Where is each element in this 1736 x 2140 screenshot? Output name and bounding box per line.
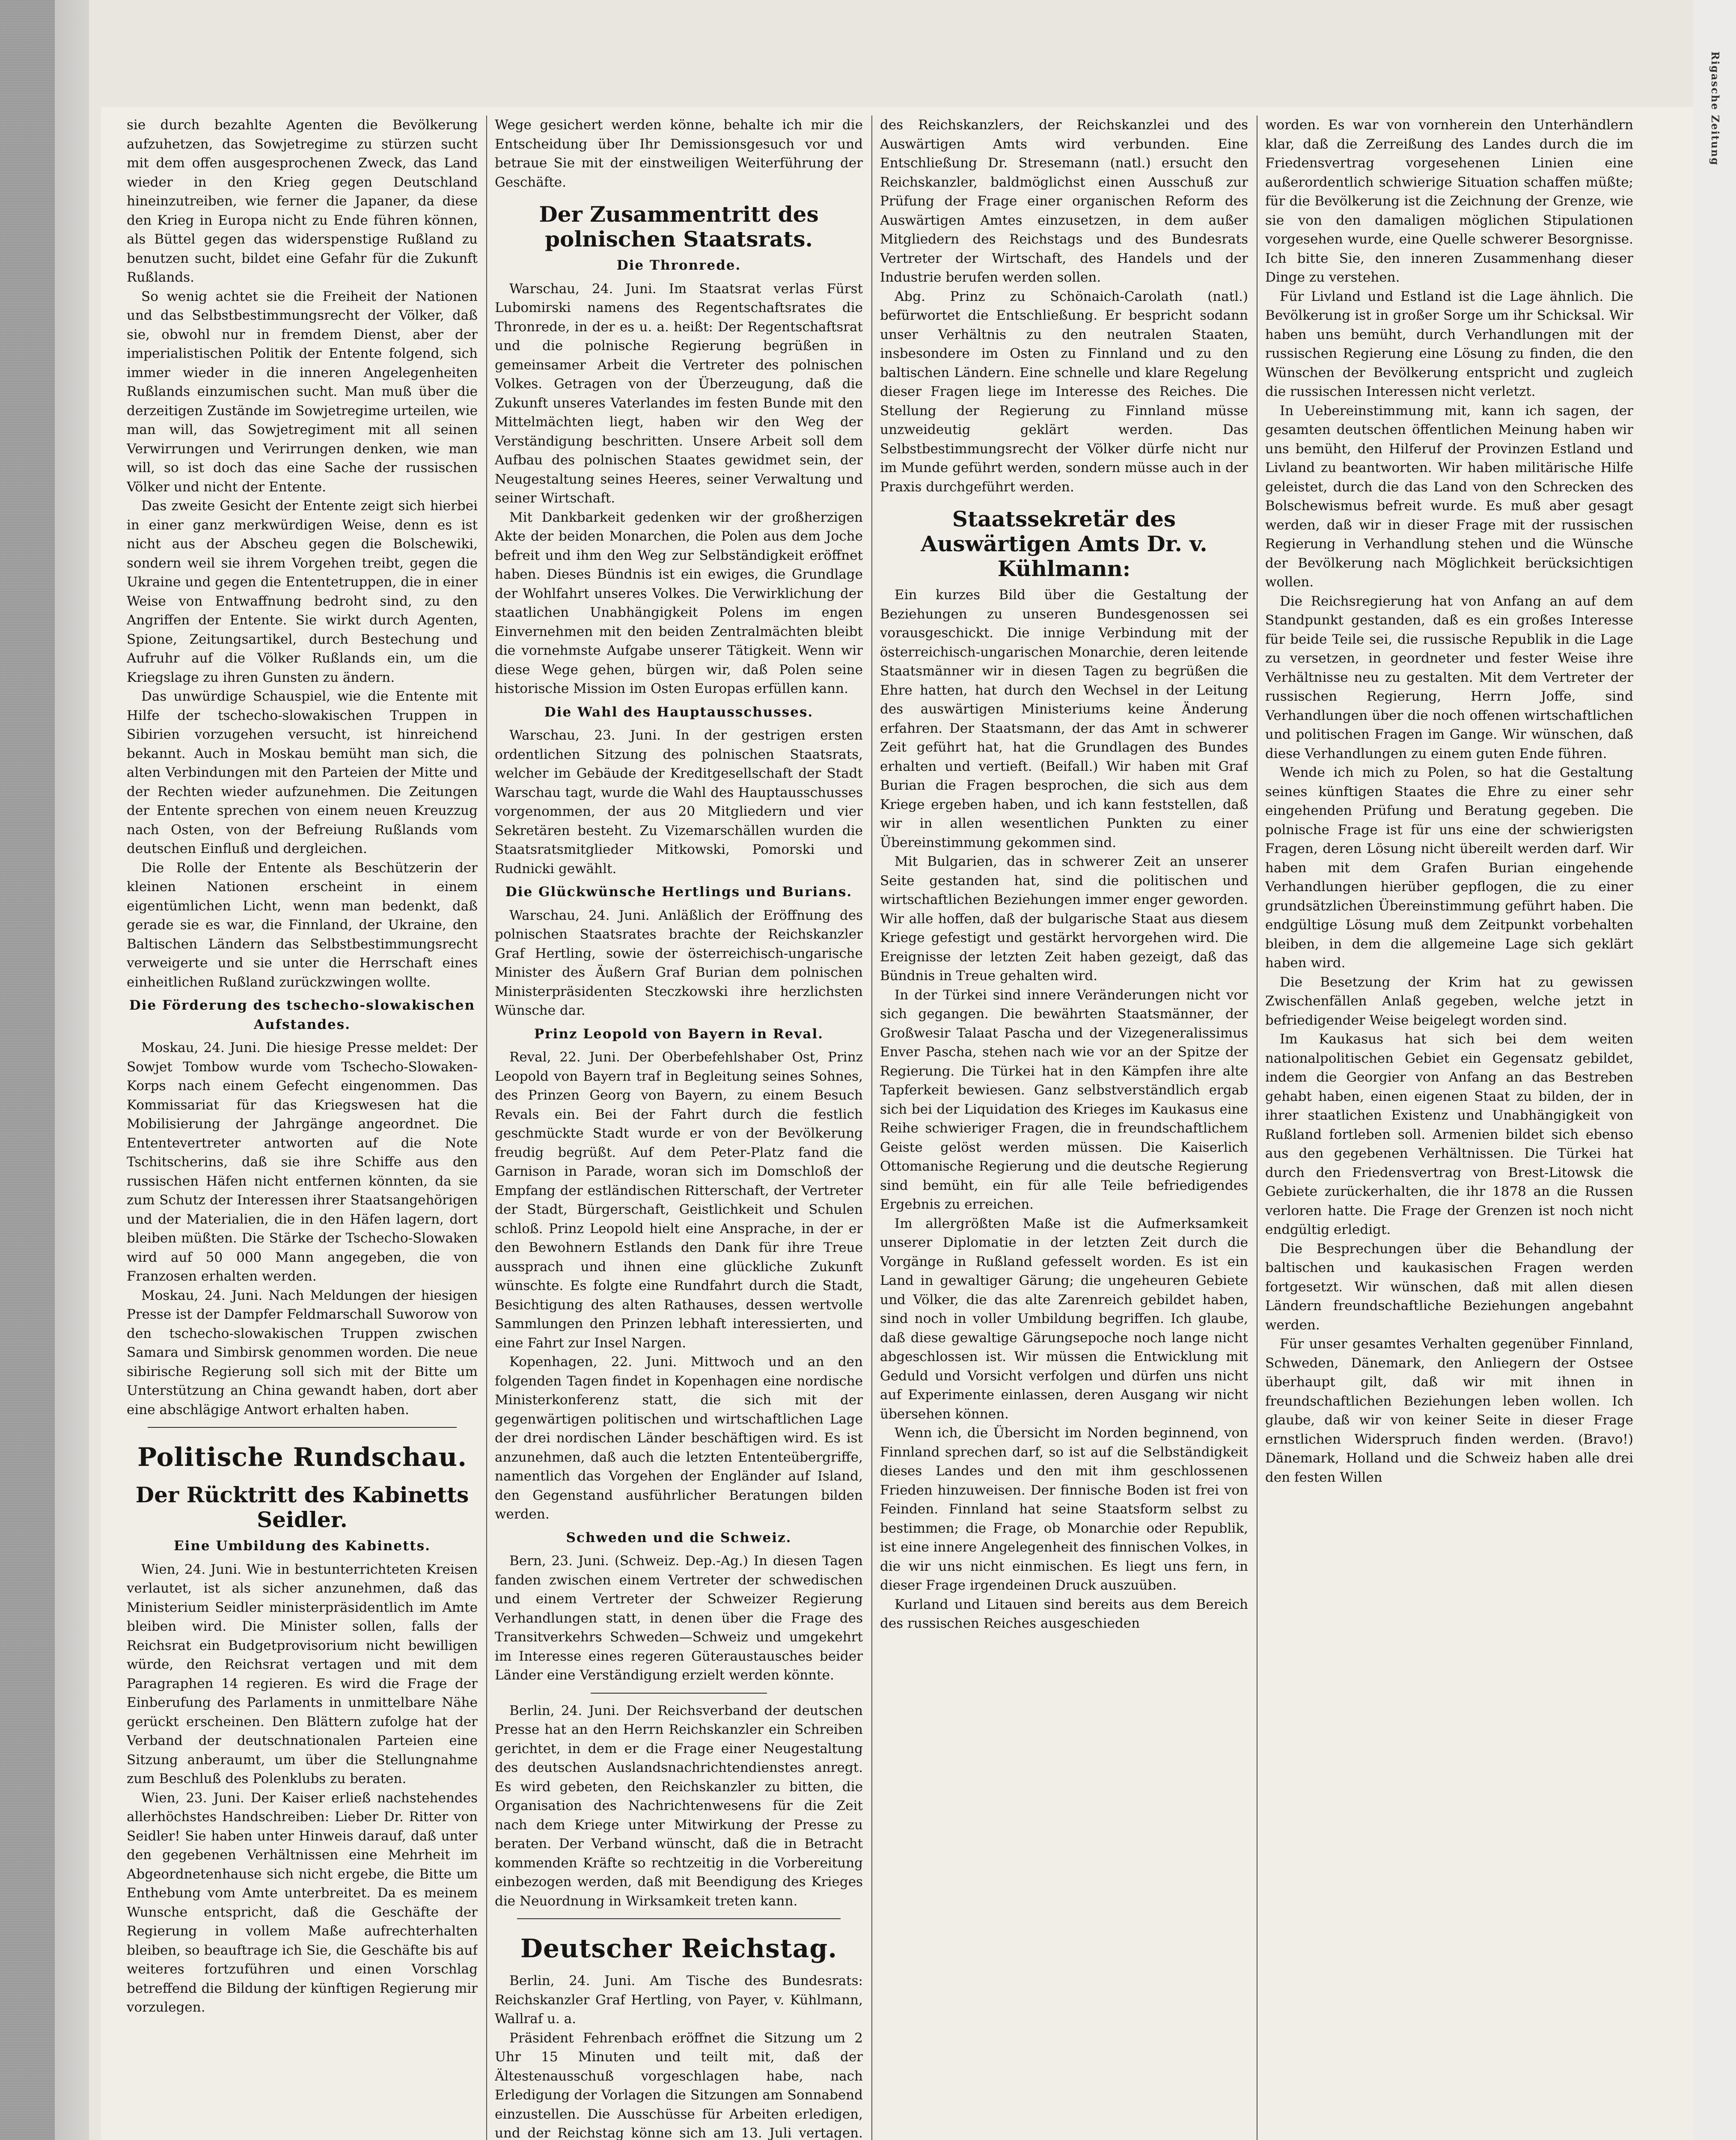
paragraph: Wien, 23. Juni. Der Kaiser erließ nachstehendes allerhöchstes Handschreiben: Lieber Dr. Ritter von Seidler! Sie haben unter Hinweis darauf, daß unter den gegebenen Verhältnissen eine Mehrheit im Abgeordnetenhause sich nicht ergebe, die Bitte um Enthebung vom Amte unterbreitet. Da es meinem Wunsche entspricht, daß die Geschäfte der Regierung in vollem Maße aufrechterhalten bleiben, so beauftrage ich Sie, die Geschäfte bis auf weiteres fortzuführen und einen Vorschlag betreffend die Bildung der künftigen Regierung mir vorzulegen.	[127, 1790, 478, 2015]
article-subheading: Die Wahl des Hauptausschusses.	[544, 704, 814, 720]
paragraph: Warschau, 23. Juni. In der gestrigen ersten ordentlichen Sitzung des polnischen Staatsrats, welcher im Gebäude der Kreditgesellschaft der Stadt Warschau tagt, wurde die Wahl des Hauptausschusses vorgenommen, der aus 20 Mitgliedern und vier Sekretären besteht. Zu Vizemarschällen wurden die Staatsratsmitglieder Mitkowski, Pomorski und Rudnicki gewählt.	[495, 728, 863, 877]
paragraph: In Uebereinstimmung mit, kann ich sagen, der gesamten deutschen öffentlichen Meinung haben wir uns bemüht, den Hilferuf der Provinzen Estland und Livland zu beantworten. Wir haben militärische Hilfe geleistet, durch die das Land von den Schrecken des Bolschewismus befreit wurde. Es muß aber gesagt werden, daß wir in dieser Frage mit der russischen Regierung in Verhandlung stehen und die Wünsche der Bevölkerung nach Möglichkeit berücksichtigen wollen.	[1265, 403, 1633, 590]
paragraph: Mit Dankbarkeit gedenken wir der großherzigen Akte der beiden Monarchen, die Polen aus dem Joche befreit und ihm den Weg zur Selbständigkeit eröffnet haben. Dieses Bündnis ist ein ewiges, die Grundlage der Wohlfahrt unseres Volkes. Die Verwirklichung der staatlichen Unabhängigkeit Polens im engen Einvernehmen mit den beiden Zentralmächten bleibt die vornehmste Aufgabe unserer Tätigkeit. Wenn wir diese Wege gehen, bürgen wir, daß Polen seine historische Mission im Osten Europas erfüllen kann.	[495, 509, 863, 696]
paragraph: sie durch bezahlte Agenten die Bevölkerung aufzuhetzen, das Sowjetregime zu stürzen sucht mit dem offen ausgesprochenen Zweck, das Land wieder in den Krieg gegen Deutschland hineinzutreiben, wie ferner die Japaner, da diese den Krieg in Europa nicht zu Ende führen können, als Büttel gegen das widerspenstige Rußland zu benutzen sucht, bildet eine Gefahr für die Zukunft Rußlands.	[127, 117, 478, 285]
newspaper-page	[101, 107, 1693, 2140]
article-subheading: Schweden und die Schweiz.	[566, 1530, 792, 1546]
paragraph: Das unwürdige Schauspiel, wie die Entente mit Hilfe der tschecho-slowakischen Truppen in Sibirien vorzugehen versucht, ist hinreichend bekannt. Auch in Moskau bemüht man sich, die alten Verbindungen mit den Parteien der Mitte und der Rechten wieder aufzunehmen. Die Zeitungen der Entente sprechen von einem neuen Kreuzzug nach Osten, von der Befreiung Rußlands vom deutschen Einfluß und dergleichen.	[127, 689, 478, 856]
paragraph: Für unser gesamtes Verhalten gegenüber Finnland, Schweden, Dänemark, den Anliegern der Ostsee überhaupt gilt, daß wir mit ihnen in freundschaftlichen Beziehungen leben wollen. Ich glaube, daß wir von keiner Seite in dieser Frage ernstlichen Widerspruch finden werden. (Bravo!) Dänemark, Holland und die Schweiz haben alle drei den festen Willen	[1265, 1336, 1633, 1485]
paragraph: So wenig achtet sie die Freiheit der Nationen und das Selbstbestimmungsrecht der Völker, daß sie, obwohl nur in fremdem Dienst, aber der imperialistischen Politik der Entente folgend, sich immer wieder in die inneren Angelegenheiten Rußlands einzumischen sucht. Man muß über die derzeitigen Zustände im Sowjetregime urteilen, wie man will, das Sowjetregiment mit all seinen Verwirrungen und Verirrungen denken, wie man will, so ist doch das eine Sache der russischen Völker und nicht der Entente.	[127, 288, 478, 495]
paragraph: Im allergrößten Maße ist die Aufmerksamkeit unserer Diplomatie in der letzten Zeit durch die Vorgänge in Rußland gefesselt worden. Es ist ein Land in gewaltiger Gärung; die ungeheuren Gebiete und Völker, die das alte Zarenreich gebildet haben, sind noch in voller Umbildung begriffen. Ich glaube, daß diese gewaltige Gärungsepoche noch lange nicht abgeschlossen ist. Wir müssen die Entwicklung mit Geduld und Vorsicht verfolgen und dürfen uns nicht auf Experimente einlassen, deren Ausgang wir nicht übersehen können.	[880, 1216, 1248, 1422]
paragraph: Berlin, 24. Juni. Am Tische des Bundesrats: Reichskanzler Graf Hertling, von Payer, v. Kühlmann, Wallraf u. a.	[495, 1973, 863, 2027]
paragraph: des Reichskanzlers, der Reichskanzlei und des Auswärtigen Amts wird verbunden. Eine Entschließung Dr. Stresemann (natl.) ersucht den Reichskanzler, baldmöglichst einen Ausschuß zur Prüfung der Frage einer organischen Reform des Auswärtigen Amtes einzusetzen, in dem außer Mitgliedern des Reichstags und des Bundesrats Vertreter der Wirtschaft, des Handels und der Industrie berufen werden sollen.	[880, 117, 1248, 285]
paragraph: Für Livland und Estland ist die Lage ähnlich. Die Bevölkerung ist in großer Sorge um ihr Schicksal. Wir haben uns bemüht, durch Verhandlungen mit der russischen Regierung eine Lösung zu finden, die den Wünschen der Bevölkerung entspricht und zugleich die russischen Interessen nicht verletzt.	[1265, 288, 1633, 399]
section-heading: Deutscher Reichstag.	[520, 1934, 838, 1964]
article-subheading: Eine Umbildung des Kabinetts.	[173, 1538, 431, 1554]
article-heading: Der Zusammentritt des polnischen Staatsrats.	[539, 202, 819, 252]
paragraph: Wege gesichert werden könne, behalte ich mir die Entscheidung über Ihr Demissionsgesuch vor und betraue Sie mit der einstweiligen Weiterführung der Geschäfte.	[495, 117, 863, 190]
scan-page-stack	[0, 0, 55, 2140]
paragraph: Moskau, 24. Juni. Nach Meldungen der hiesigen Presse ist der Dampfer Feldmarschall Suworow von den tschecho-slowakischen Truppen zwischen Samara und Simbirsk genommen worden. Die neue sibirische Regierung soll sich mit der Bitte um Unterstützung an China gewandt haben, dort aber eine abschlägige Antwort erhalten haben.	[127, 1287, 478, 1418]
column-4	[1265, 116, 1633, 2140]
paragraph: Die Rolle der Entente als Beschützerin der kleinen Nationen erscheint in einem eigentümlichen Licht, wenn man bedenkt, daß gerade sie es war, die Finnland, der Ukraine, den Baltischen Ländern das Selbstbestimmungsrecht verweigerte und sie unter die Herrschaft eines einheitlichen Rußland zurückzwingen wollte.	[127, 860, 478, 990]
column-rule	[486, 116, 487, 2140]
paragraph: Die Besprechungen über die Behandlung der baltischen und kaukasischen Fragen werden fortgesetzt. Wir wünschen, daß mit allen diesen Ländern freundschaftliche Beziehungen angebahnt werden.	[1265, 1241, 1633, 1333]
paragraph: worden. Es war von vornherein den Unterhändlern klar, daß die Zerreißung des Landes durch die im Friedensvertrag vorgesehenen Linien eine außerordentlich schwierige Situation schaffen müßte; für die Bevölkerung ist die Zeichnung der Grenze, wie sie von den damaligen möglichen Stipulationen vorgesehen wurde, eine Quelle schwerer Besorgnisse. Ich bitte Sie, den inneren Zusammenhang dieser Dinge zu verstehen.	[1265, 117, 1633, 285]
article-subheading: Prinz Leopold von Bayern in Reval.	[534, 1026, 824, 1042]
paragraph: Wenn ich, die Übersicht im Norden beginnend, von Finnland sprechen darf, so ist auf die Selbständigkeit dieses Landes und den mit ihm geschlossenen Frieden hinzuweisen. Der finnische Boden ist frei von Feinden. Finnland hat seine Staatsform selbst zu bestimmen; die Frage, ob Monarchie oder Republik, ist eine innere Angelegenheit des finnischen Volkes, in die wir uns nicht einmischen. Es liegt uns fern, in dieser Frage irgendeinen Druck auszuüben.	[880, 1425, 1248, 1593]
paragraph: Bern, 23. Juni. (Schweiz. Dep.-Ag.) In diesen Tagen fanden zwischen einem Vertreter der schwedischen und einem Vertreter der Schweizer Regierung Verhandlungen statt, in denen über die Frage des Transitverkehrs Schweden—Schweiz und umgekehrt im Interesse eines regeren Güteraustausches beider Länder eine Verständigung erzielt werden könnte.	[495, 1553, 863, 1683]
paragraph: Die Besetzung der Krim hat zu gewissen Zwischenfällen Anlaß gegeben, welche jetzt in befriedigender Weise beigelegt worden sind.	[1265, 974, 1633, 1028]
article-heading: Staatssekretär des Auswärtigen Amts Dr. v. Kühlmann:	[921, 506, 1207, 581]
paragraph: Ein kurzes Bild über die Gestaltung der Beziehungen zu unseren Bundesgenossen sei vorausgeschickt. Die innige Verbindung mit der österreichisch-ungarischen Monarchie, deren leitende Staatsmänner wir in diesen Tagen zu begrüßen die Ehre hatten, hat durch den Wechsel in der Leitung des auswärtigen Ministeriums keine Änderung erfahren. Der Staatsmann, der das Amt in schwerer Zeit geführt hat, hat die Grundlagen des Bundes erhalten und vertieft. (Beifall.) Wir haben mit Graf Burian die Fragen besprochen, die sich aus dem Kriege ergeben haben, und ich kann feststellen, daß wir in allen wesentlichen Punkten zu einer Übereinstimmung gekommen sind.	[880, 587, 1248, 850]
margin-title: Rigasche Zeitung	[1709, 51, 1721, 166]
paragraph: Abg. Prinz zu Schönaich-Carolath (natl.) befürwortet die Entschließung. Er bespricht sodann unser Verhältnis zu den neutralen Staaten, insbesondere im Osten zu Finnland und zu den baltischen Ländern. Eine schnelle und klare Regelung dieser Fragen liege im Interesse des Reiches. Die Stellung der Regierung zu Finnland müsse unzweideutig geklärt werden. Das Selbstbestimmungsrecht der Völker dürfe nicht nur im Munde geführt werden, sondern müsse auch in der Praxis durchgeführt werden.	[880, 288, 1248, 495]
article-subheading: Die Glückwünsche Hertlings und Burians.	[505, 884, 853, 900]
divider	[517, 1918, 841, 1919]
paragraph: Reval, 22. Juni. Der Oberbefehlshaber Ost, Prinz Leopold von Bayern traf in Begleitung seines Sohnes, des Prinzen Georg von Bayern, zu einem Besuch Revals ein. Bei der Fahrt durch die festlich geschmückte Stadt wurde er von der Bevölkerung freudig begrüßt. Auf dem Peter-Platz fand die Garnison in Parade, woran sich im Domschloß der Empfang der estländischen Ritterschaft, der Vertreter der Stadt, Bürgerschaft, Geistlichkeit und Schulen schloß. Prinz Leopold hielt eine Ansprache, in der er den Bewohnern Estlands den Dank für ihre Treue aussprach und ihnen eine glückliche Zukunft wünschte. Es folgte eine Rundfahrt durch die Stadt, Besichtigung des alten Rathauses, dessen wertvolle Sammlungen den Prinzen lebhaft interessierten, und eine Fahrt zur Insel Nargen.	[495, 1049, 863, 1351]
article-subheading: Die Thronrede.	[616, 258, 741, 273]
section-heading: Politische Rundschau.	[137, 1442, 467, 1472]
column-1	[127, 116, 478, 2140]
paragraph: Berlin, 24. Juni. Der Reichsverband der deutschen Presse hat an den Herrn Reichskanzler ein Schreiben gerichtet, in dem er die Frage einer Neugestaltung des deutschen Auslandsnachrichtendienstes anregt. Es wird gebeten, den Reichskanzler zu bitten, die Organisation des Nachrichtenwesens für die Zeit nach dem Kriege unter Mitwirkung der Presse zu beraten. Der Verband wünscht, daß die in Betracht kommenden Kräfte so rechtzeitig in die Vorbereitung einbezogen werden, daß mit Beendigung des Krieges die Neuordnung in Wirksamkeit treten kann.	[495, 1703, 863, 1909]
paragraph: Moskau, 24. Juni. Die hiesige Presse meldet: Der Sowjet Tombow wurde vom Tschecho-Slowaken-Korps nach einem Gefecht eingenommen. Das Kommissariat für das Kriegswesen hat die Mobilisierung der Jahrgänge angeordnet. Die Ententevertreter antworten auf die Note Tschitscherins, daß sie ihre Schiffe aus den russischen Häfen nicht entfernen könnten, da sie zum Schutz der Interessen ihrer Staatsangehörigen und der Materialien, die in den Häfen lagern, dort bleiben müßten. Die Stärke der Tschecho-Slowaken wird auf 50 000 Mann angegeben, die von Franzosen erhalten werden.	[127, 1040, 478, 1284]
paragraph: Kopenhagen, 22. Juni. Mittwoch und an den folgenden Tagen findet in Kopenhagen eine nordische Ministerkonferenz statt, die sich mit der gegenwärtigen politischen und wirtschaftlichen Lage der drei nordischen Länder beschäftigen wird. Es ist anzunehmen, daß auch die letzten Ententeübergriffe, namentlich das Vorgehen der Engländer auf Island, den Gegenstand ausführlicher Beratungen bilden werden.	[495, 1354, 863, 1522]
paragraph: Kurland und Litauen sind bereits aus dem Bereich des russischen Reiches ausgeschieden	[880, 1596, 1248, 1631]
paragraph: Wende ich mich zu Polen, so hat die Gestaltung seines künftigen Staates die Ehre zu einer sehr eingehenden Prüfung und Beratung gegeben. Die polnische Frage ist für uns eine der schwierigsten Fragen, deren Lösung nicht übereilt werden darf. Wir haben mit dem Grafen Burian eingehende Verhandlungen hierüber gepflogen, die zu einer grundsätzlichen Übereinstimmung geführt haben. Die endgültige Lösung muß dem Zeitpunkt vorbehalten bleiben, in dem die allgemeine Lage sich geklärt haben wird.	[1265, 765, 1633, 971]
divider	[591, 1693, 767, 1694]
column-2	[495, 116, 863, 2140]
paragraph: Das zweite Gesicht der Entente zeigt sich hierbei in einer ganz merkwürdigen Weise, denn es ist nicht aus der Abscheu gegen die Bolschewiki, sondern weil sie ihrem Vorgehen treibt, gegen die Ukraine und gegen die Ententetruppen, die in einer Weise von Entwaffnung bedroht sind, zu den Angriffen der Entente. Sie wirkt durch Agenten, Spione, Zeitungsartikel, durch Bestechung und Aufruhr auf die Völker Rußlands ein, um die Kriegslage zu ihren Gunsten zu ändern.	[127, 498, 478, 685]
paragraph: Die Reichsregierung hat von Anfang an auf dem Standpunkt gestanden, daß es ein großes Interesse für beide Teile sei, die russische Republik in die Lage zu versetzen, in geordneter und fester Weise ihre Verhältnisse neu zu gestalten. Mit dem Vertreter der russischen Regierung, Herrn Joffe, sind Verhandlungen über die noch offenen wirtschaftlichen und politischen Fragen im Gange. Wir wünschen, daß diese Verhandlungen zu einem guten Ende führen.	[1265, 593, 1633, 761]
paragraph: Warschau, 24. Juni. Im Staatsrat verlas Fürst Lubomirski namens des Regentschaftsrates die Thronrede, in der es u. a. heißt: Der Regentschaftsrat und die polnische Regierung begrüßen in gemeinsamer Arbeit die Vertreter des polnischen Volkes. Getragen von der Überzeugung, daß die Zukunft unseres Vaterlandes im festen Bunde mit den Mittelmächten liegt, haben wir den Weg der Verständigung beschritten. Unsere Arbeit soll dem Aufbau des polnischen Staates gewidmet sein, der Neugestaltung seines Heeres, seiner Verwaltung und seiner Wirtschaft.	[495, 281, 863, 506]
paragraph: In der Türkei sind innere Veränderungen nicht vor sich gegangen. Die bewährten Staatsmänner, der Großwesir Talaat Pascha und der Vizegeneralissimus Enver Pascha, stehen nach wie vor an der Spitze der Regierung. Die Türkei hat in den Kämpfen ihre alte Tapferkeit bewiesen. Ganz selbstverständlich ergab sich bei der Liquidation des Krieges im Kaukasus eine Reihe schwieriger Fragen, die in freundschaftlichem Geiste gelöst werden müssen. Die Kaiserlich Ottomanische Regierung und die deutsche Regierung sind bemüht, ein für alle Teile befriedigendes Ergebnis zu erreichen.	[880, 987, 1248, 1212]
column-3	[880, 116, 1248, 2140]
paragraph: Wien, 24. Juni. Wie in bestunterrichteten Kreisen verlautet, ist als sicher anzunehmen, daß das Ministerium Seidler ministerpräsidentlich im Amte bleiben wird. Die Minister sollen, falls der Reichsrat ein Budgetprovisorium nicht bewilligen würde, den Reichsrat vertagen und mit dem Paragraphen 14 regieren. Es wird die Frage der Einberufung des Parlaments in unmittelbare Nähe gerückt erscheinen. Den Blättern zufolge hat der Verband der deutschnationalen Parteien eine Sitzung anberaumt, um über die Stellungnahme zum Beschluß des Polenklubs zu beraten.	[127, 1561, 478, 1786]
paragraph: Im Kaukasus hat sich bei dem weiten nationalpolitischen Gebiet ein Gegensatz gebildet, indem die Georgier von Anfang an das Bestreben gehabt haben, einen eigenen Staat zu bilden, der in ihrer staatlichen Existenz und Unabhängigkeit von Rußland fortleben soll. Armenien bildet sich ebenso aus den gegebenen Verhältnissen. Die Türkei hat durch den Friedensvertrag von Brest-Litowsk die Gebiete zurückerhalten, die ihr 1878 an die Russen verloren hatte. Die Frage der Grenzen ist noch nicht endgültig erledigt.	[1265, 1031, 1633, 1237]
paragraph: Präsident Fehrenbach eröffnet die Sitzung um 2 Uhr 15 Minuten und teilt mit, daß der Ältestenausschuß vorgeschlagen habe, nach Erledigung der Vorlagen die Sitzungen am Sonnabend einzustellen. Die Ausschüsse für Arbeiten erledigen, und der Reichstag könne sich am 13. Juli vertagen.	[495, 2030, 863, 2140]
section-subheading: Die Förderung des tschecho-slowakischen Aufstandes.	[129, 998, 476, 1032]
paragraph: Warschau, 24. Juni. Anläßlich der Eröffnung des polnischen Staatsrates brachte der Reichskanzler Graf Hertling, sowie der österreichisch-ungarische Minister des Äußern Graf Burian dem polnischen Ministerpräsidenten Steczkowski ihre herzlichsten Wünsche dar.	[495, 907, 863, 1018]
divider	[148, 1427, 457, 1428]
paragraph: Mit Bulgarien, das in schwerer Zeit an unserer Seite gestanden hat, sind die politischen und wirtschaftlichen Beziehungen immer enger geworden. Wir alle hoffen, daß der bulgarische Staat aus diesem Kriege gefestigt und gestärkt hervorgehen wird. Die Ereignisse der letzten Zeit haben gezeigt, daß das Bündnis in Treue gehalten wird.	[880, 854, 1248, 984]
column-rule	[871, 116, 872, 2140]
article-heading: Der Rücktritt des Kabinetts Seidler.	[135, 1482, 469, 1532]
